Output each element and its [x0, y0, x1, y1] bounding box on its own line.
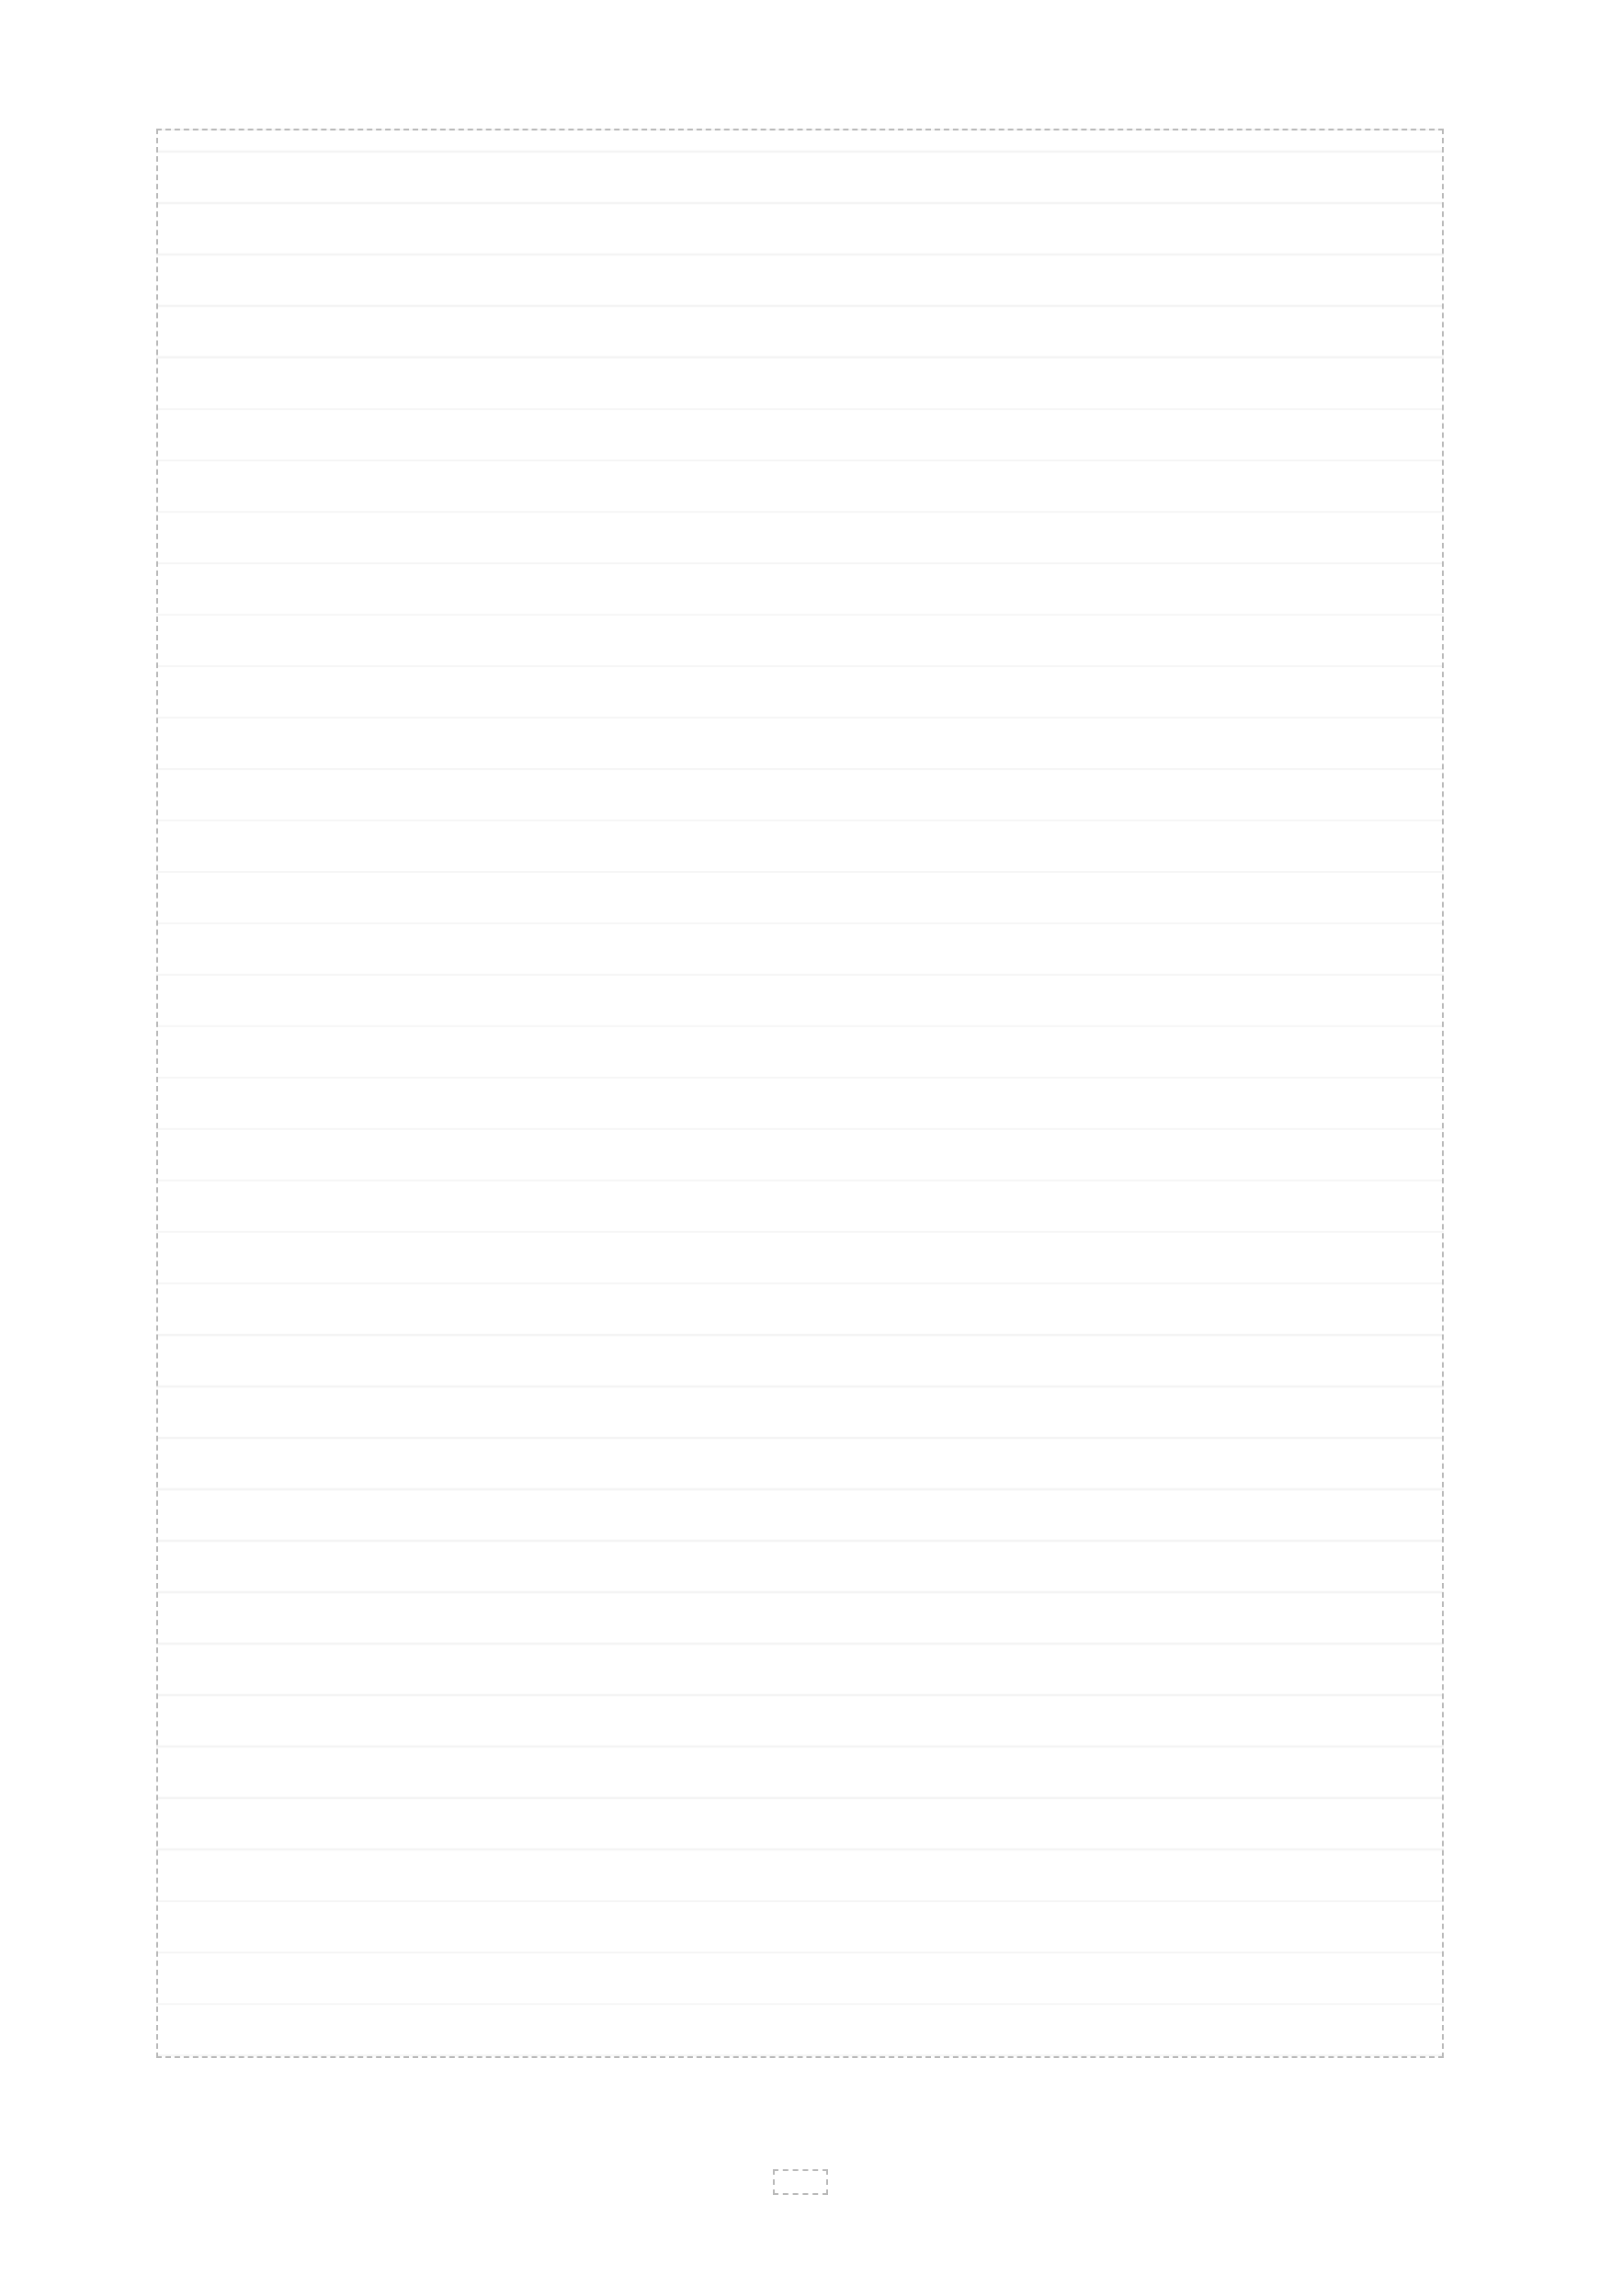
- unreadable-text-block: [156, 129, 1444, 2058]
- page-number-placeholder: [773, 2169, 828, 2195]
